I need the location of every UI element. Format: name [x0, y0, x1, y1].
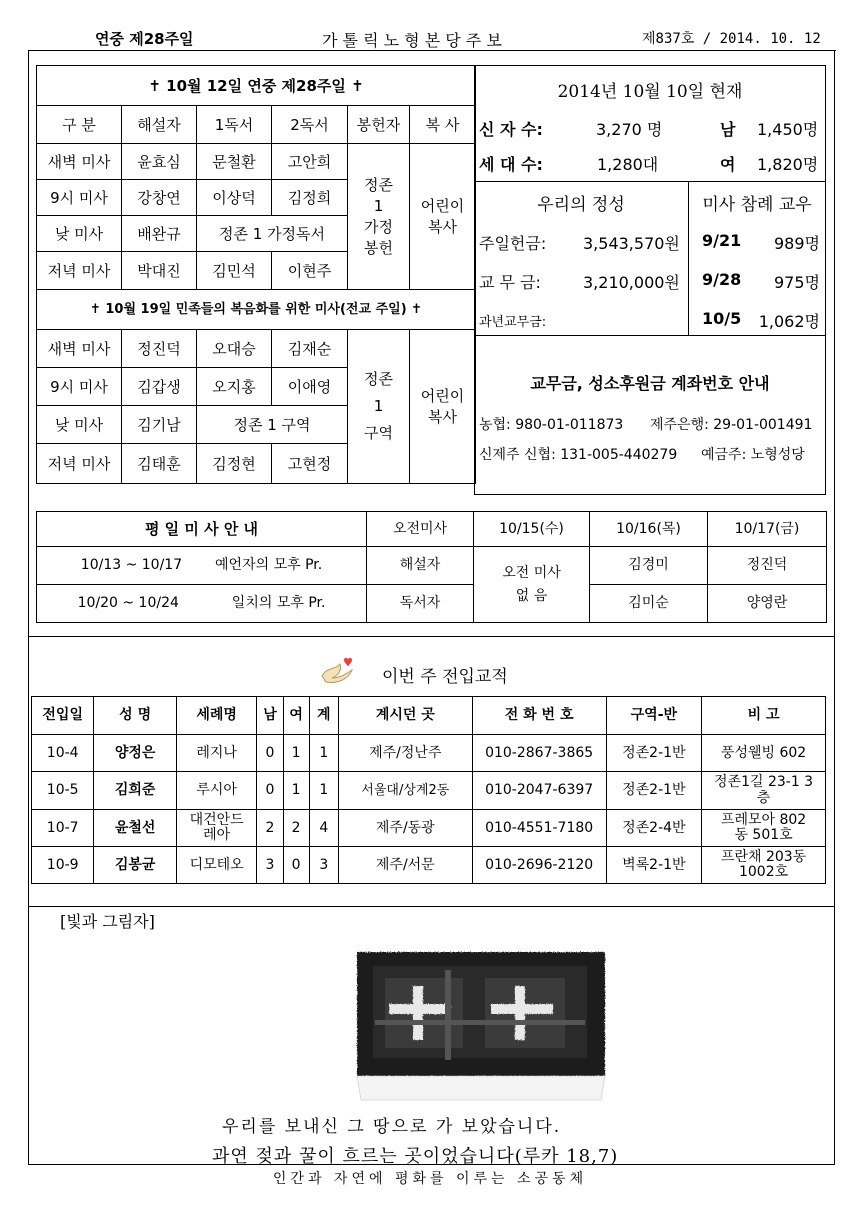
- commentator: 윤효심: [122, 144, 197, 180]
- cell-note: 풍성웰빙 602: [702, 735, 826, 772]
- female-label: 여: [720, 155, 736, 174]
- period: 10/13 ~ 10/17: [80, 557, 183, 574]
- role-label: 독서자: [367, 585, 474, 623]
- cell-zone: 정존2-4반: [606, 810, 702, 847]
- cell-phone: 010-2047-6397: [472, 772, 606, 810]
- section-divider: [28, 636, 835, 637]
- col-phone: 전 화 번 호: [472, 697, 606, 735]
- cell-from: 제주/서문: [338, 847, 472, 884]
- mass-time: 저녁 미사: [37, 444, 122, 484]
- cell-from: 제주/정난주: [338, 735, 472, 772]
- col-reading2: 2독서: [272, 106, 348, 144]
- table-row: [32, 810, 826, 847]
- male-value: 1,450명: [757, 120, 819, 139]
- past-dues-label: 과년교무금:: [479, 315, 547, 330]
- cell-name: 김봉균: [94, 847, 177, 884]
- cell-male: 0: [257, 772, 283, 810]
- period-row: [37, 547, 367, 585]
- male-label: 남: [720, 120, 736, 139]
- altar-server-cell: 어린이 복사: [410, 330, 476, 484]
- cell-male: 3: [257, 847, 283, 884]
- mass-time: 새벽 미사: [37, 144, 122, 180]
- date-header: 10/17(금): [708, 512, 827, 547]
- assigned-name: 김미순: [590, 585, 708, 623]
- households-label: 세 대 수:: [479, 155, 543, 174]
- cell-phone: 010-2696-2120: [472, 847, 606, 884]
- account-jeju-bank: 제주은행: 29-01-001491: [650, 417, 813, 433]
- table-row: [32, 847, 826, 884]
- cell-baptismal: 레지나: [176, 735, 257, 772]
- assigned-name: 양영란: [708, 585, 827, 623]
- sunday-offering-value: 3,543,570원: [583, 234, 680, 253]
- believers-label: 신 자 수:: [479, 120, 543, 139]
- period: 10/20 ~ 10/24: [77, 595, 179, 612]
- cell-from: 서울대/상계2동: [338, 772, 472, 810]
- mass-time: 9시 미사: [37, 180, 122, 216]
- mass-time: 저녁 미사: [37, 252, 122, 290]
- reader-1: 문철환: [197, 144, 272, 180]
- account-shinhyup: 신제주 신협: 131-005-440279: [479, 447, 678, 463]
- cell-total: 3: [309, 847, 338, 884]
- cell-male: 2: [257, 810, 283, 847]
- cell-female: 2: [283, 810, 309, 847]
- weekday-title: 평 일 미 사 안 내: [37, 512, 367, 547]
- issue-season: 연중 제28주일: [95, 30, 194, 48]
- no-mass-cell: 오전 미사 없 음: [474, 547, 590, 623]
- cell-zone: 정존2-1반: [606, 772, 702, 810]
- divider: [474, 181, 826, 182]
- period-row: [37, 585, 367, 623]
- morning-mass-label: 오전미사: [367, 512, 474, 547]
- cell-date: 10-9: [32, 847, 94, 884]
- believers-value: 3,270 명: [596, 120, 663, 139]
- cell-female: 1: [283, 735, 309, 772]
- crosses-artwork-image: [355, 950, 607, 1102]
- reader-1: 김민석: [197, 252, 272, 290]
- cell-date: 10-4: [32, 735, 94, 772]
- issue-number: 제837호 / 2014. 10. 12: [642, 31, 821, 47]
- cell-phone: 010-2867-3865: [472, 735, 606, 772]
- col-reading1: 1독서: [197, 106, 272, 144]
- divider: [474, 335, 826, 336]
- cell-note: 프레모아 802동 501호: [702, 810, 826, 847]
- attendance-count: 989명: [774, 234, 820, 253]
- attendance-date: 9/21: [702, 231, 742, 250]
- praesidium: 예언자의 모후 Pr.: [215, 557, 323, 574]
- sunday-offering-label: 주일헌금:: [479, 234, 547, 253]
- cell-total: 4: [309, 810, 338, 847]
- col-date: 전입일: [32, 697, 94, 735]
- newcomers-table: [31, 696, 826, 884]
- attendance-date: 10/5: [702, 309, 742, 328]
- cell-baptismal: 디모테오: [176, 847, 257, 884]
- assigned-name: 정진덕: [708, 547, 827, 585]
- cell-baptismal: 대건안드레아: [176, 810, 257, 847]
- accounts-title: 교무금, 성소후원금 계좌번호 안내: [530, 374, 770, 393]
- attendance-title: 미사 참례 교우: [702, 195, 812, 215]
- cell-zone: 벽록2-1반: [606, 847, 702, 884]
- weekday-mass-table: [36, 511, 827, 623]
- col-male: 남: [257, 697, 283, 735]
- cell-zone: 정존2-1반: [606, 735, 702, 772]
- attendance-count: 975명: [774, 273, 820, 292]
- offertory-cell: 정존 1 가정 봉헌: [348, 144, 410, 290]
- commentator: 강창연: [122, 180, 197, 216]
- reader-2: 고안희: [272, 144, 348, 180]
- date-header: 10/16(목): [590, 512, 708, 547]
- cell-name: 김희준: [94, 772, 177, 810]
- table-row: [32, 735, 826, 772]
- col-offertory: 봉헌자: [348, 106, 410, 144]
- table-row: [32, 772, 826, 810]
- mass-time: 9시 미사: [37, 368, 122, 406]
- cell-date: 10-5: [32, 772, 94, 810]
- cell-note: 정존1길 23-1 3층: [702, 772, 826, 810]
- stats-date: 2014년 10월 10일 현재: [557, 82, 743, 102]
- female-value: 1,820명: [757, 155, 819, 174]
- section-divider: [28, 906, 835, 907]
- cell-baptismal: 루시아: [176, 772, 257, 810]
- date-header: 10/15(수): [474, 512, 590, 547]
- cell-note: 프란채 203동 1002호: [702, 847, 826, 884]
- cell-total: 1: [309, 772, 338, 810]
- commentator: 김기남: [122, 406, 197, 444]
- dues-label: 교 무 금:: [479, 273, 541, 292]
- cell-female: 0: [283, 847, 309, 884]
- reader-2: 이애영: [272, 368, 348, 406]
- col-total: 계: [309, 697, 338, 735]
- reader-combined: 정존 1 구역: [197, 406, 348, 444]
- reader-2: 이현주: [272, 252, 348, 290]
- next-sunday-title: ✝ 10월 19일 민족들의 복음화를 위한 미사(전교 주일) ✝: [37, 290, 476, 330]
- reader-2: 김재순: [272, 330, 348, 368]
- attendance-date: 9/28: [702, 270, 742, 289]
- col-name: 성 명: [94, 697, 177, 735]
- role-label: 해설자: [367, 547, 474, 585]
- account-holder: 예금주: 노형성당: [701, 447, 805, 463]
- dues-value: 3,210,000원: [583, 273, 680, 292]
- bulletin-title: 가 톨 릭 노 형 본 당 주 보: [322, 31, 502, 50]
- assigned-name: 김경미: [590, 547, 708, 585]
- mass-time: 낮 미사: [37, 406, 122, 444]
- col-zone: 구역-반: [606, 697, 702, 735]
- account-nonghyup: 농협: 980-01-011873: [479, 417, 624, 433]
- commentator: 배완규: [122, 216, 197, 252]
- commentator: 정진덕: [122, 330, 197, 368]
- dove-heart-icon: [318, 652, 358, 686]
- mass-time: 새벽 미사: [37, 330, 122, 368]
- reflection-title: [빛과 그림자]: [60, 912, 155, 931]
- col-commentator: 해설자: [122, 106, 197, 144]
- reader-combined: 정존 1 가정독서: [197, 216, 348, 252]
- col-baptismal: 세례명: [176, 697, 257, 735]
- col-division: 구 분: [37, 106, 122, 144]
- cell-from: 제주/동광: [338, 810, 472, 847]
- sunday-title: ✝ 10월 12일 연중 제28주일 ✝: [37, 66, 476, 106]
- mass-time: 낮 미사: [37, 216, 122, 252]
- reader-2: 김정희: [272, 180, 348, 216]
- offertory-cell: 정존 1 구역: [348, 330, 410, 484]
- cell-date: 10-7: [32, 810, 94, 847]
- reader-2: 고현정: [272, 444, 348, 484]
- col-from: 계시던 곳: [338, 697, 472, 735]
- newcomers-title: 이번 주 전입교적: [382, 667, 508, 687]
- col-female: 여: [283, 697, 309, 735]
- cell-male: 0: [257, 735, 283, 772]
- col-note: 비 고: [702, 697, 826, 735]
- cell-name: 양정은: [94, 735, 177, 772]
- cell-phone: 010-4551-7180: [472, 810, 606, 847]
- commentator: 김태훈: [122, 444, 197, 484]
- reader-1: 이상덕: [197, 180, 272, 216]
- commentator: 박대진: [122, 252, 197, 290]
- households-value: 1,280대: [597, 155, 659, 174]
- reflection-line-1: 우리를 보내신 그 땅으로 가 보았습니다.: [222, 1117, 562, 1137]
- commentator: 김갑생: [122, 368, 197, 406]
- praesidium: 일치의 모후 Pr.: [231, 595, 326, 612]
- cell-female: 1: [283, 772, 309, 810]
- reflection-line-2: 과연 젖과 꿀이 흐르는 곳이었습니다(루카 18,7): [212, 1146, 619, 1167]
- cell-total: 1: [309, 735, 338, 772]
- sunday-schedule-table: [36, 65, 476, 484]
- offerings-title: 우리의 정성: [537, 195, 625, 215]
- reader-1: 김정현: [197, 444, 272, 484]
- cell-name: 윤철선: [94, 810, 177, 847]
- altar-server-cell: 어린이 복사: [410, 144, 476, 290]
- reader-1: 오대승: [197, 330, 272, 368]
- reader-1: 오지홍: [197, 368, 272, 406]
- col-altar-server: 복 사: [410, 106, 476, 144]
- footer-motto: 인간과 자연에 평화를 이루는 소공동체: [272, 1171, 588, 1187]
- attendance-count: 1,062명: [758, 312, 820, 331]
